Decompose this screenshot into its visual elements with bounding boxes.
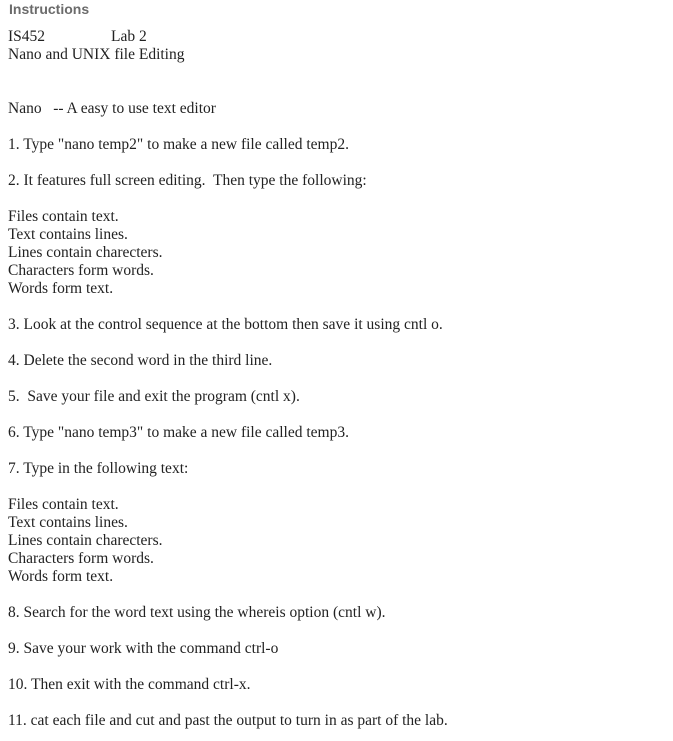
spacer xyxy=(8,442,658,460)
step-11: 11. cat each file and cut and past the output to turn in as part of the lab. xyxy=(8,712,448,729)
spacer xyxy=(8,406,658,424)
spacer xyxy=(8,586,658,604)
step-9: 9. Save your work with the command ctrl-o xyxy=(8,640,279,657)
step-3: 3. Look at the control sequence at the bottom then save it using cntl o. xyxy=(8,316,443,333)
sample-text-2-line: Text contains lines. xyxy=(8,514,128,531)
doc-subtitle: Nano and UNIX file Editing xyxy=(8,46,185,63)
sample-text-1-line: Files contain text. xyxy=(8,208,119,225)
sample-text-2-line: Lines contain charecters. xyxy=(8,532,163,549)
spacer xyxy=(8,118,658,136)
step-8: 8. Search for the word text using the whereis option (cntl w). xyxy=(8,604,386,621)
step-1: 1. Type "nano temp2" to make a new file called temp2. xyxy=(8,136,349,153)
spacer xyxy=(8,82,658,100)
step-10: 10. Then exit with the command ctrl-x. xyxy=(8,676,251,693)
spacer xyxy=(8,298,658,316)
spacer xyxy=(8,658,658,676)
sample-text-1-line: Characters form words. xyxy=(8,262,154,279)
spacer xyxy=(8,334,658,352)
page-title: Instructions xyxy=(9,1,90,17)
step-2: 2. It features full screen editing. Then type the following: xyxy=(8,172,367,189)
spacer xyxy=(8,622,658,640)
course-code: IS452 xyxy=(8,28,46,45)
sample-text-1-line: Lines contain charecters. xyxy=(8,244,163,261)
instructions-body xyxy=(8,28,658,730)
sample-text-1-line: Words form text. xyxy=(8,280,114,297)
spacer xyxy=(8,478,658,496)
spacer xyxy=(8,154,658,172)
nano-intro: Nano -- A easy to use text editor xyxy=(8,100,216,117)
sample-text-2-line: Characters form words. xyxy=(8,550,154,567)
step-6: 6. Type "nano temp3" to make a new file called temp3. xyxy=(8,424,349,441)
course-line xyxy=(8,28,658,46)
step-4: 4. Delete the second word in the third line. xyxy=(8,352,273,369)
spacer xyxy=(8,694,658,712)
spacer xyxy=(8,64,658,82)
sample-text-2-line: Files contain text. xyxy=(8,496,119,513)
step-5: 5. Save your file and exit the program (cntl x). xyxy=(8,388,300,405)
step-7: 7. Type in the following text: xyxy=(8,460,189,477)
spacer xyxy=(8,190,658,208)
sample-text-2-line: Words form text. xyxy=(8,568,114,585)
sample-text-1-line: Text contains lines. xyxy=(8,226,128,243)
lab-label: Lab 2 xyxy=(111,28,147,45)
spacer xyxy=(8,370,658,388)
